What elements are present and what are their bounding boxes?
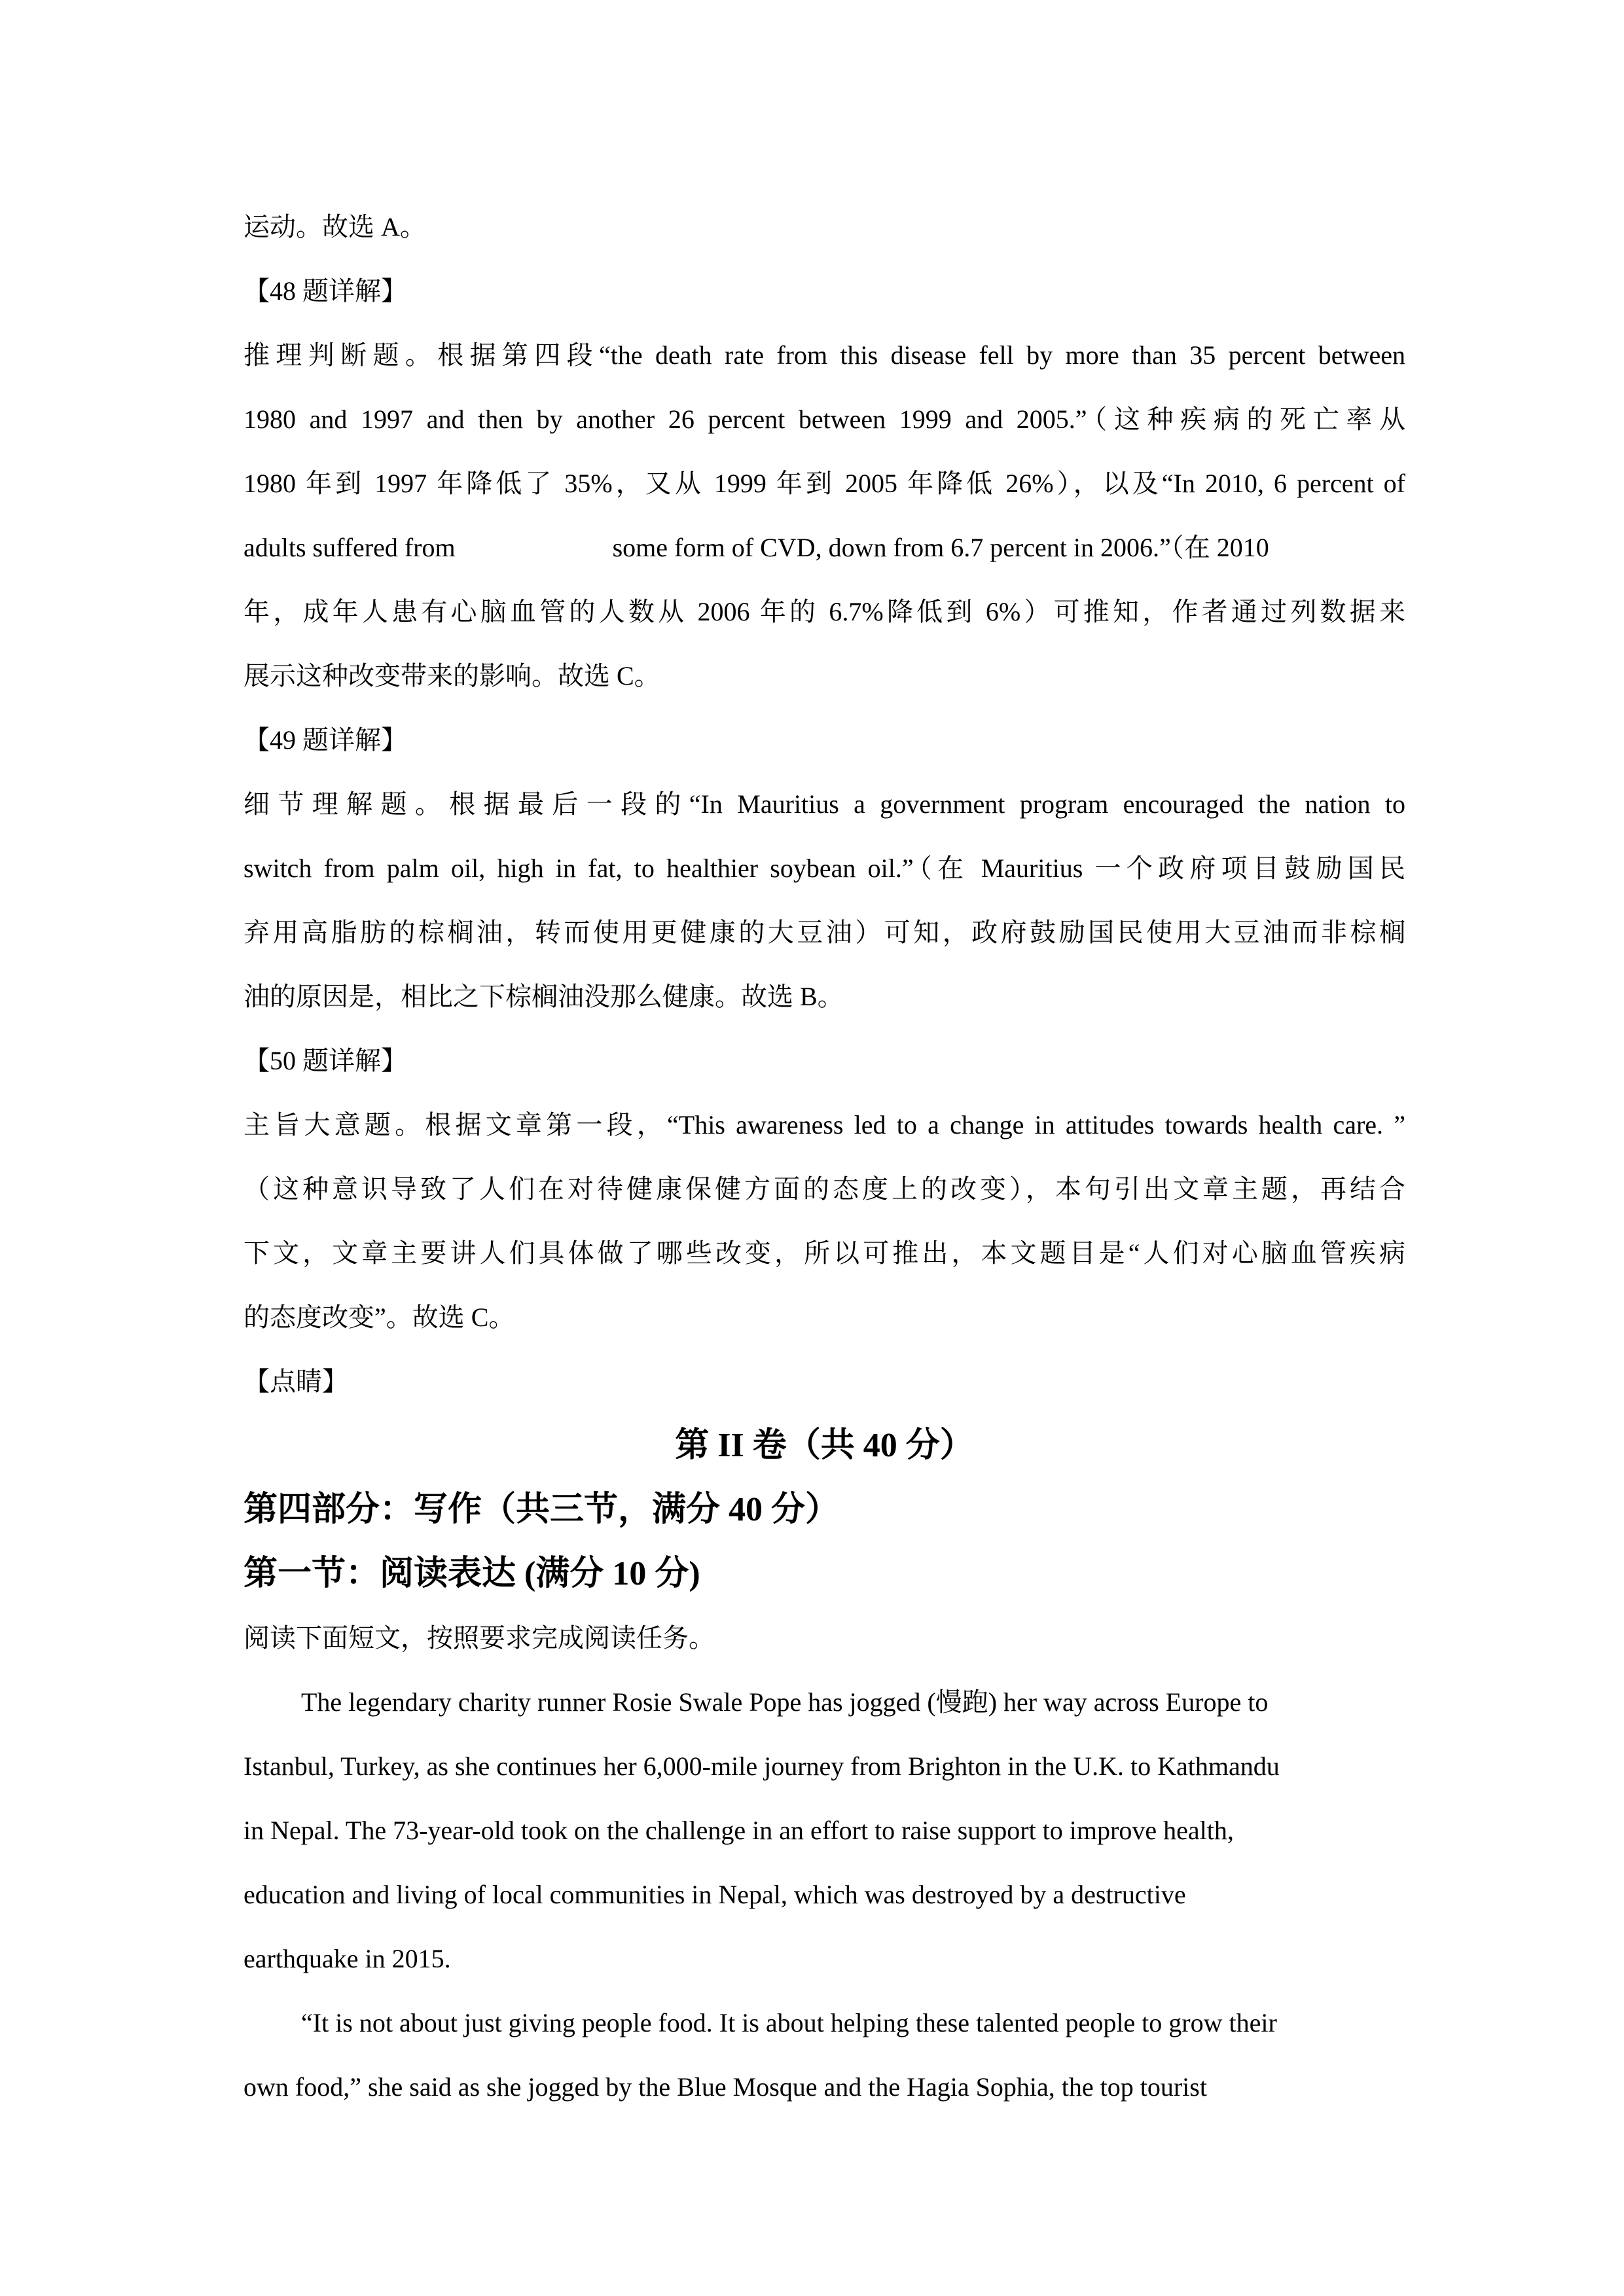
answer-48-line-1: 推理判断题。根据第四段“the death rate from this disease fell by more than 35 percent between <box>244 340 1405 370</box>
answer-48-conclusion: 展示这种改变带来的影响。故选 C。 <box>244 661 660 691</box>
question-49-heading: 【49 题详解】 <box>244 725 407 755</box>
answer-48-line-4: adults suffered from some form of CVD, down from 6.7 percent in 2006.”（在 2010 <box>244 533 1269 562</box>
answer-49-conclusion: 油的原因是，相比之下棕榈油没那么健康。故选 B。 <box>244 982 844 1011</box>
answer-48-line-3: 1980 年到 1997 年降低了 35%，又从 1999 年到 2005 年降低 26%），以及“In 2010, 6 percent of <box>244 469 1405 498</box>
section-1-heading: 第一节：阅读表达 (满分 10 分) <box>244 1555 700 1592</box>
answer-48-line-2: 1980 and 1997 and then by another 26 percent between 1999 and 2005.”（这种疾病的死亡率从 <box>244 404 1405 434</box>
question-48-heading: 【48 题详解】 <box>244 276 407 306</box>
passage-p2-line-1: “It is not about just giving people food. It is about helping these talented people to grow their <box>301 2008 1277 2037</box>
answer-50-line-1: 主旨大意题。根据文章第一段，“This awareness led to a change in attitudes towards health care. ” <box>244 1110 1405 1139</box>
text-block <box>244 195 1405 2119</box>
passage-p1-line-5: earthquake in 2015. <box>244 1944 451 1973</box>
answer-47-conclusion: 运动。故选 A。 <box>244 212 426 242</box>
answer-50-line-3: 下文，文章主要讲人们具体做了哪些改变，所以可推出，本文题目是“人们对心脑血管疾病 <box>244 1238 1405 1268</box>
task-instruction: 阅读下面短文，按照要求完成阅读任务。 <box>244 1623 715 1653</box>
part-4-heading: 第四部分：写作（共三节，满分 40 分） <box>244 1491 840 1528</box>
answer-49-line-3: 弃用高脂肪的棕榈油，转而使用更健康的大豆油）可知，政府鼓励国民使用大豆油而非棕榈 <box>244 918 1405 947</box>
volume-2-heading: 第 II 卷（共 40 分） <box>675 1427 974 1464</box>
passage-p1-line-4: education and living of local communities in Nepal, which was destroyed by a destructive <box>244 1880 1186 1909</box>
answer-48-line-5: 年，成年人患有心脑血管的人数从 2006 年的 6.7%降低到 6%）可推知，作者通过列数据来 <box>244 597 1405 626</box>
passage-p1-line-2: Istanbul, Turkey, as she continues her 6,000-mile journey from Brighton in the U.K. to Kathmandu <box>244 1751 1280 1781</box>
passage-p2-line-2: own food,” she said as she jogged by the Blue Mosque and the Hagia Sophia, the top tourist <box>244 2072 1207 2102</box>
passage-p1-line-3: in Nepal. The 73-year-old took on the challenge in an effort to raise support to improve health, <box>244 1816 1234 1845</box>
tips-heading: 【点睛】 <box>244 1367 348 1396</box>
answer-49-line-1: 细节理解题。根据最后一段的“In Mauritius a government program encouraged the nation to <box>244 789 1405 819</box>
answer-49-line-2: switch from palm oil, high in fat, to healthier soybean oil.”（在 Mauritius 一个政府项目鼓励国民 <box>244 853 1405 883</box>
answer-50-conclusion: 的态度改变”。故选 C。 <box>244 1302 515 1332</box>
passage-p1-line-1: The legendary charity runner Rosie Swale Pope has jogged (慢跑) her way across Europe to <box>301 1687 1269 1717</box>
answer-50-line-2: （这种意识导致了人们在对待健康保健方面的态度上的改变），本句引出文章主题，再结合 <box>244 1174 1405 1204</box>
question-50-heading: 【50 题详解】 <box>244 1046 407 1075</box>
